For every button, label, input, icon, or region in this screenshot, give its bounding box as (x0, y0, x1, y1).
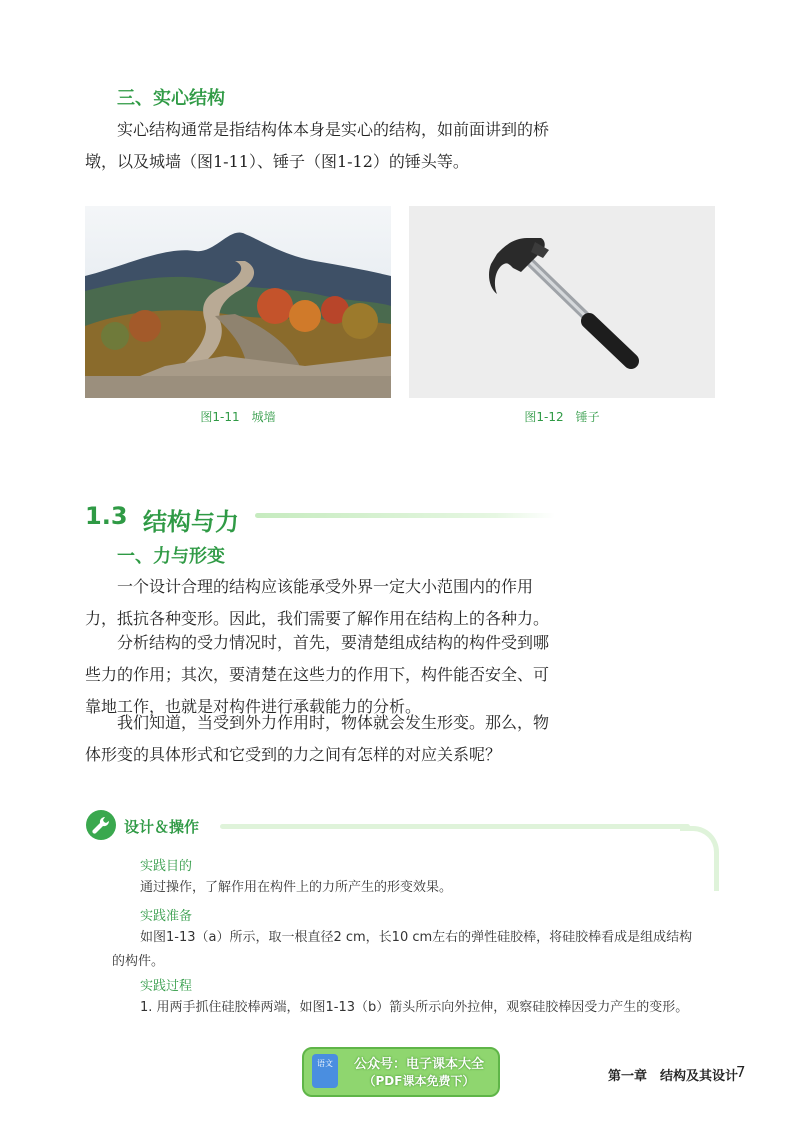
page-number: 7 (736, 1063, 746, 1081)
section-title: 结构与力 (143, 508, 239, 536)
paragraph-solid: 实心结构通常是指结构体本身是实心的结构，如前面讲到的桥墩，以及城墙（图1-11）、锤子（图1-12）的锤头等。 (85, 120, 550, 171)
great-wall-image (85, 206, 391, 398)
purpose-label: 实践目的 (140, 859, 193, 874)
section-heading-solid: 三、实心结构 (117, 88, 225, 109)
book-icon-text: 语文 (317, 1059, 333, 1068)
footer-chapter: 第一章 结构及其设计 (608, 1069, 739, 1084)
section-title-underline (255, 513, 555, 518)
process-label: 实践过程 (140, 979, 193, 994)
figure-caption-great-wall: 图1-11 城墙 (200, 410, 276, 424)
prep-text: 如图1-13（a）所示，取一根直径2 cm，长10 cm左右的弹性硅胶棒，将硅胶棒看成是组成结构的构件。 (112, 930, 693, 969)
figure-caption-hammer: 图1-12 锤子 (524, 410, 600, 424)
figure-hammer (409, 206, 715, 398)
subheading-force-deformation: 一、力与形变 (117, 546, 225, 567)
book-icon (312, 1054, 338, 1088)
process-text: 1. 用两手抓住硅胶棒两端，如图1-13（b）箭头所示向外拉伸，观察硅胶棒因受力产生的变形。 (140, 1000, 689, 1015)
paragraph-1: 一个设计合理的结构应该能承受外界一定大小范围内的作用力，抵抗各种变形。因此，我们需要了解作用在结构上的各种力。 (85, 577, 550, 628)
hammer-image (409, 206, 715, 398)
design-box-title: 设计＆操作 (124, 818, 200, 836)
wrench-icon (86, 810, 116, 840)
section-number: 1.3 (85, 502, 128, 530)
watermark-line2: （PDF课本免费下） (363, 1074, 475, 1088)
figure-great-wall (85, 206, 391, 398)
watermark-line1: 公众号：电子课本大全 (353, 1057, 484, 1072)
purpose-text: 通过操作，了解作用在构件上的力所产生的形变效果。 (140, 880, 453, 895)
watermark-badge (302, 1047, 500, 1097)
paragraph-3: 我们知道，当受到外力作用时，物体就会发生形变。那么，物体形变的具体形式和它受到的力之间有怎样的对应关系呢？ (85, 713, 550, 764)
design-box-top-line (220, 824, 690, 829)
paragraph-2: 分析结构的受力情况时，首先，要清楚组成结构的构件受到哪些力的作用；其次，要清楚在这些力的作用下，构件能否安全、可靠地工作，也就是对构件进行承载能力的分析。 (85, 633, 550, 716)
prep-label: 实践准备 (140, 909, 193, 924)
